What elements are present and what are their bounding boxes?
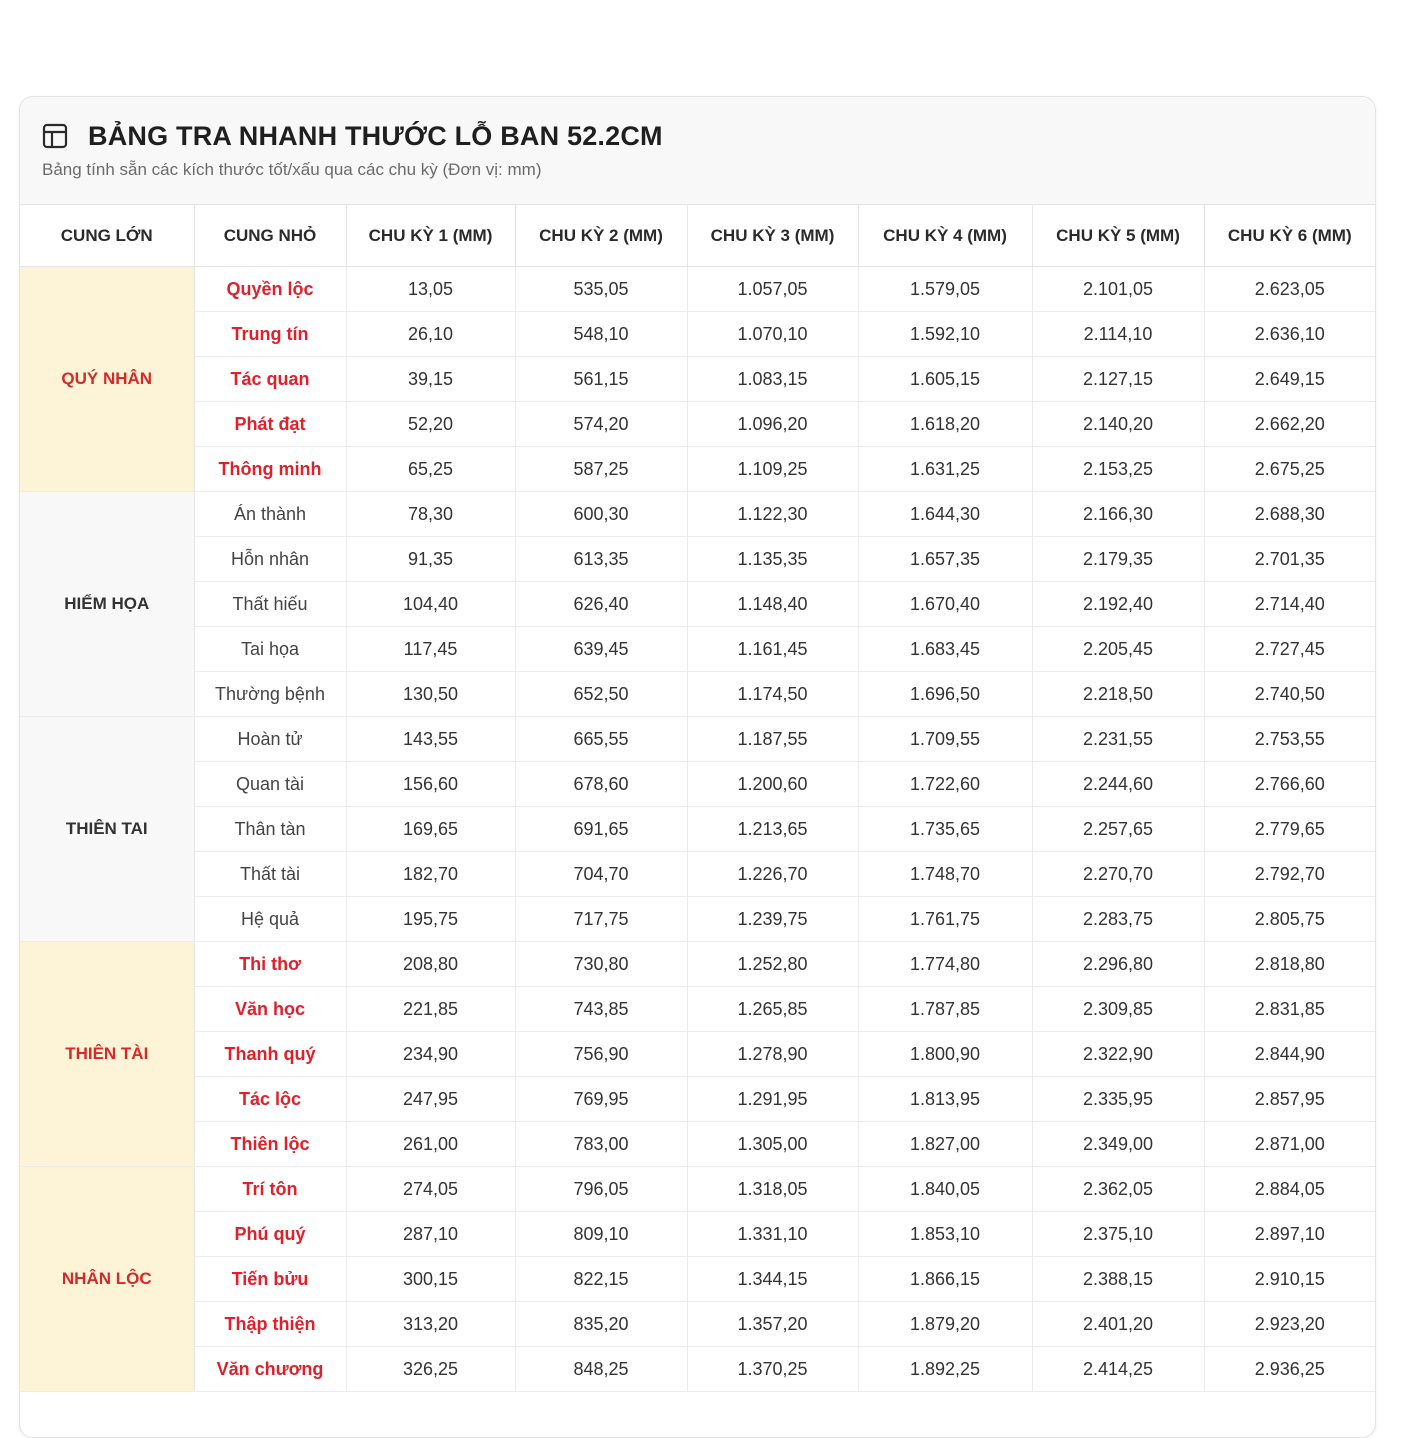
value-cell: 1.735,65 bbox=[858, 807, 1032, 852]
sub-cell: Quyền lộc bbox=[194, 267, 346, 312]
table-row bbox=[20, 537, 1375, 582]
value-cell: 261,00 bbox=[346, 1122, 515, 1167]
value-cell: 104,40 bbox=[346, 582, 515, 627]
value-cell: 665,55 bbox=[515, 717, 687, 762]
value-cell: 2.349,00 bbox=[1032, 1122, 1204, 1167]
sub-cell: Phú quý bbox=[194, 1212, 346, 1257]
table-row bbox=[20, 357, 1375, 402]
value-cell: 1.135,35 bbox=[687, 537, 858, 582]
value-cell: 2.897,10 bbox=[1204, 1212, 1375, 1257]
value-cell: 326,25 bbox=[346, 1347, 515, 1392]
table-row bbox=[20, 942, 1375, 987]
sub-cell: Thân tàn bbox=[194, 807, 346, 852]
sub-cell: Tác quan bbox=[194, 357, 346, 402]
value-cell: 1.579,05 bbox=[858, 267, 1032, 312]
value-cell: 717,75 bbox=[515, 897, 687, 942]
value-cell: 1.305,00 bbox=[687, 1122, 858, 1167]
value-cell: 1.774,80 bbox=[858, 942, 1032, 987]
value-cell: 769,95 bbox=[515, 1077, 687, 1122]
sub-cell: Văn học bbox=[194, 987, 346, 1032]
group-cell: QUÝ NHÂN bbox=[20, 267, 194, 492]
value-cell: 234,90 bbox=[346, 1032, 515, 1077]
value-cell: 2.401,20 bbox=[1032, 1302, 1204, 1347]
value-cell: 1.200,60 bbox=[687, 762, 858, 807]
sub-cell: Tai họa bbox=[194, 627, 346, 672]
sub-cell: Hỗn nhân bbox=[194, 537, 346, 582]
table-row bbox=[20, 492, 1375, 537]
table-row bbox=[20, 1212, 1375, 1257]
value-cell: 2.335,95 bbox=[1032, 1077, 1204, 1122]
sub-cell: Thường bệnh bbox=[194, 672, 346, 717]
value-cell: 1.370,25 bbox=[687, 1347, 858, 1392]
value-cell: 2.740,50 bbox=[1204, 672, 1375, 717]
value-cell: 822,15 bbox=[515, 1257, 687, 1302]
sub-cell: Thanh quý bbox=[194, 1032, 346, 1077]
value-cell: 2.414,25 bbox=[1032, 1347, 1204, 1392]
value-cell: 2.779,65 bbox=[1204, 807, 1375, 852]
value-cell: 2.205,45 bbox=[1032, 627, 1204, 672]
table-row bbox=[20, 582, 1375, 627]
column-header: CHU KỲ 2 (MM) bbox=[515, 205, 687, 267]
sub-cell: Hoàn tử bbox=[194, 717, 346, 762]
value-cell: 2.662,20 bbox=[1204, 402, 1375, 447]
value-cell: 2.388,15 bbox=[1032, 1257, 1204, 1302]
value-cell: 626,40 bbox=[515, 582, 687, 627]
value-cell: 574,20 bbox=[515, 402, 687, 447]
value-cell: 2.675,25 bbox=[1204, 447, 1375, 492]
value-cell: 730,80 bbox=[515, 942, 687, 987]
value-cell: 2.114,10 bbox=[1032, 312, 1204, 357]
sub-cell: Trí tôn bbox=[194, 1167, 346, 1212]
sub-cell: Thất tài bbox=[194, 852, 346, 897]
value-cell: 2.101,05 bbox=[1032, 267, 1204, 312]
value-cell: 1.683,45 bbox=[858, 627, 1032, 672]
value-cell: 1.853,10 bbox=[858, 1212, 1032, 1257]
value-cell: 848,25 bbox=[515, 1347, 687, 1392]
value-cell: 143,55 bbox=[346, 717, 515, 762]
table-row bbox=[20, 1122, 1375, 1167]
value-cell: 117,45 bbox=[346, 627, 515, 672]
table-row bbox=[20, 402, 1375, 447]
column-header: CHU KỲ 1 (MM) bbox=[346, 205, 515, 267]
value-cell: 2.166,30 bbox=[1032, 492, 1204, 537]
table-row bbox=[20, 987, 1375, 1032]
value-cell: 600,30 bbox=[515, 492, 687, 537]
value-cell: 2.296,80 bbox=[1032, 942, 1204, 987]
value-cell: 2.257,65 bbox=[1032, 807, 1204, 852]
value-cell: 2.231,55 bbox=[1032, 717, 1204, 762]
value-cell: 313,20 bbox=[346, 1302, 515, 1347]
sub-cell: Thông minh bbox=[194, 447, 346, 492]
value-cell: 195,75 bbox=[346, 897, 515, 942]
value-cell: 2.283,75 bbox=[1032, 897, 1204, 942]
table-row bbox=[20, 1347, 1375, 1392]
value-cell: 1.840,05 bbox=[858, 1167, 1032, 1212]
value-cell: 1.252,80 bbox=[687, 942, 858, 987]
table-header-row bbox=[20, 205, 1375, 267]
value-cell: 2.218,50 bbox=[1032, 672, 1204, 717]
value-cell: 287,10 bbox=[346, 1212, 515, 1257]
sub-cell: Quan tài bbox=[194, 762, 346, 807]
value-cell: 1.174,50 bbox=[687, 672, 858, 717]
value-cell: 561,15 bbox=[515, 357, 687, 402]
value-cell: 2.270,70 bbox=[1032, 852, 1204, 897]
column-header: CHU KỲ 3 (MM) bbox=[687, 205, 858, 267]
value-cell: 208,80 bbox=[346, 942, 515, 987]
value-cell: 2.753,55 bbox=[1204, 717, 1375, 762]
value-cell: 1.879,20 bbox=[858, 1302, 1032, 1347]
sub-cell: Thập thiện bbox=[194, 1302, 346, 1347]
value-cell: 1.800,90 bbox=[858, 1032, 1032, 1077]
column-header: CHU KỲ 4 (MM) bbox=[858, 205, 1032, 267]
value-cell: 39,15 bbox=[346, 357, 515, 402]
value-cell: 65,25 bbox=[346, 447, 515, 492]
value-cell: 1.318,05 bbox=[687, 1167, 858, 1212]
value-cell: 756,90 bbox=[515, 1032, 687, 1077]
value-cell: 2.714,40 bbox=[1204, 582, 1375, 627]
value-cell: 1.696,50 bbox=[858, 672, 1032, 717]
sub-cell: Văn chương bbox=[194, 1347, 346, 1392]
value-cell: 1.787,85 bbox=[858, 987, 1032, 1032]
value-cell: 221,85 bbox=[346, 987, 515, 1032]
value-cell: 1.070,10 bbox=[687, 312, 858, 357]
value-cell: 2.649,15 bbox=[1204, 357, 1375, 402]
value-cell: 691,65 bbox=[515, 807, 687, 852]
value-cell: 1.709,55 bbox=[858, 717, 1032, 762]
value-cell: 2.179,35 bbox=[1032, 537, 1204, 582]
page-title: BẢNG TRA NHANH THƯỚC LỖ BAN 52.2CM bbox=[88, 120, 663, 151]
sub-cell: Thất hiếu bbox=[194, 582, 346, 627]
value-cell: 587,25 bbox=[515, 447, 687, 492]
value-cell: 1.213,65 bbox=[687, 807, 858, 852]
value-cell: 2.818,80 bbox=[1204, 942, 1375, 987]
value-cell: 1.331,10 bbox=[687, 1212, 858, 1257]
value-cell: 2.362,05 bbox=[1032, 1167, 1204, 1212]
value-cell: 169,65 bbox=[346, 807, 515, 852]
value-cell: 2.192,40 bbox=[1032, 582, 1204, 627]
value-cell: 1.278,90 bbox=[687, 1032, 858, 1077]
page-subtitle: Bảng tính sẵn các kích thước tốt/xấu qua các chu kỳ (Đơn vị: mm) bbox=[42, 160, 542, 179]
value-cell: 2.766,60 bbox=[1204, 762, 1375, 807]
value-cell: 156,60 bbox=[346, 762, 515, 807]
value-cell: 2.322,90 bbox=[1032, 1032, 1204, 1077]
table-row bbox=[20, 1077, 1375, 1122]
group-cell: THIÊN TAI bbox=[20, 717, 194, 942]
value-cell: 1.239,75 bbox=[687, 897, 858, 942]
table-row bbox=[20, 312, 1375, 357]
value-cell: 2.857,95 bbox=[1204, 1077, 1375, 1122]
sub-cell: Án thành bbox=[194, 492, 346, 537]
value-cell: 652,50 bbox=[515, 672, 687, 717]
table-row bbox=[20, 672, 1375, 717]
title-row bbox=[42, 119, 1375, 153]
value-cell: 2.936,25 bbox=[1204, 1347, 1375, 1392]
table-row bbox=[20, 717, 1375, 762]
column-header: CUNG LỚN bbox=[20, 205, 194, 267]
card-header bbox=[20, 97, 1375, 205]
value-cell: 1.605,15 bbox=[858, 357, 1032, 402]
column-header: CHU KỲ 5 (MM) bbox=[1032, 205, 1204, 267]
value-cell: 274,05 bbox=[346, 1167, 515, 1212]
value-cell: 1.226,70 bbox=[687, 852, 858, 897]
group-cell: HIỂM HỌA bbox=[20, 492, 194, 717]
group-cell: NHÂN LỘC bbox=[20, 1167, 194, 1392]
value-cell: 1.618,20 bbox=[858, 402, 1032, 447]
value-cell: 2.244,60 bbox=[1032, 762, 1204, 807]
value-cell: 78,30 bbox=[346, 492, 515, 537]
value-cell: 1.291,95 bbox=[687, 1077, 858, 1122]
value-cell: 2.805,75 bbox=[1204, 897, 1375, 942]
value-cell: 1.161,45 bbox=[687, 627, 858, 672]
value-cell: 1.866,15 bbox=[858, 1257, 1032, 1302]
value-cell: 1.344,15 bbox=[687, 1257, 858, 1302]
value-cell: 130,50 bbox=[346, 672, 515, 717]
value-cell: 613,35 bbox=[515, 537, 687, 582]
value-cell: 2.727,45 bbox=[1204, 627, 1375, 672]
value-cell: 1.357,20 bbox=[687, 1302, 858, 1347]
table-row bbox=[20, 267, 1375, 312]
value-cell: 535,05 bbox=[515, 267, 687, 312]
sub-cell: Thiên lộc bbox=[194, 1122, 346, 1167]
table-row bbox=[20, 897, 1375, 942]
column-header: CHU KỲ 6 (MM) bbox=[1204, 205, 1375, 267]
value-cell: 743,85 bbox=[515, 987, 687, 1032]
value-cell: 1.761,75 bbox=[858, 897, 1032, 942]
value-cell: 52,20 bbox=[346, 402, 515, 447]
sub-cell: Thi thơ bbox=[194, 942, 346, 987]
value-cell: 26,10 bbox=[346, 312, 515, 357]
value-cell: 1.148,40 bbox=[687, 582, 858, 627]
sub-cell: Hệ quả bbox=[194, 897, 346, 942]
table-row bbox=[20, 1257, 1375, 1302]
value-cell: 1.827,00 bbox=[858, 1122, 1032, 1167]
value-cell: 2.688,30 bbox=[1204, 492, 1375, 537]
value-cell: 1.644,30 bbox=[858, 492, 1032, 537]
value-cell: 91,35 bbox=[346, 537, 515, 582]
table-row bbox=[20, 762, 1375, 807]
value-cell: 2.701,35 bbox=[1204, 537, 1375, 582]
value-cell: 639,45 bbox=[515, 627, 687, 672]
value-cell: 783,00 bbox=[515, 1122, 687, 1167]
sub-cell: Trung tín bbox=[194, 312, 346, 357]
table-body bbox=[20, 267, 1375, 1392]
value-cell: 1.265,85 bbox=[687, 987, 858, 1032]
value-cell: 2.127,15 bbox=[1032, 357, 1204, 402]
value-cell: 182,70 bbox=[346, 852, 515, 897]
group-cell: THIÊN TÀI bbox=[20, 942, 194, 1167]
value-cell: 548,10 bbox=[515, 312, 687, 357]
value-cell: 2.375,10 bbox=[1032, 1212, 1204, 1257]
value-cell: 1.748,70 bbox=[858, 852, 1032, 897]
value-cell: 2.636,10 bbox=[1204, 312, 1375, 357]
value-cell: 2.831,85 bbox=[1204, 987, 1375, 1032]
table-row bbox=[20, 1302, 1375, 1347]
table-row bbox=[20, 807, 1375, 852]
table-row bbox=[20, 852, 1375, 897]
sub-cell: Phát đạt bbox=[194, 402, 346, 447]
value-cell: 2.140,20 bbox=[1032, 402, 1204, 447]
value-cell: 1.631,25 bbox=[858, 447, 1032, 492]
value-cell: 2.623,05 bbox=[1204, 267, 1375, 312]
sub-cell: Tác lộc bbox=[194, 1077, 346, 1122]
sub-cell: Tiến bửu bbox=[194, 1257, 346, 1302]
value-cell: 1.057,05 bbox=[687, 267, 858, 312]
value-cell: 2.792,70 bbox=[1204, 852, 1375, 897]
value-cell: 2.910,15 bbox=[1204, 1257, 1375, 1302]
value-cell: 1.187,55 bbox=[687, 717, 858, 762]
table-row bbox=[20, 627, 1375, 672]
value-cell: 2.844,90 bbox=[1204, 1032, 1375, 1077]
value-cell: 247,95 bbox=[346, 1077, 515, 1122]
column-header: CUNG NHỎ bbox=[194, 205, 346, 267]
value-cell: 1.722,60 bbox=[858, 762, 1032, 807]
value-cell: 2.153,25 bbox=[1032, 447, 1204, 492]
value-cell: 796,05 bbox=[515, 1167, 687, 1212]
value-cell: 2.309,85 bbox=[1032, 987, 1204, 1032]
value-cell: 2.884,05 bbox=[1204, 1167, 1375, 1212]
table-icon bbox=[42, 123, 68, 149]
value-cell: 1.083,15 bbox=[687, 357, 858, 402]
value-cell: 1.670,40 bbox=[858, 582, 1032, 627]
value-cell: 704,70 bbox=[515, 852, 687, 897]
lookup-table bbox=[20, 205, 1375, 1392]
table-row bbox=[20, 1167, 1375, 1212]
value-cell: 1.813,95 bbox=[858, 1077, 1032, 1122]
table-row bbox=[20, 447, 1375, 492]
lookup-card bbox=[19, 96, 1376, 1438]
value-cell: 678,60 bbox=[515, 762, 687, 807]
value-cell: 13,05 bbox=[346, 267, 515, 312]
value-cell: 809,10 bbox=[515, 1212, 687, 1257]
table-row bbox=[20, 1032, 1375, 1077]
value-cell: 2.871,00 bbox=[1204, 1122, 1375, 1167]
value-cell: 1.122,30 bbox=[687, 492, 858, 537]
value-cell: 1.657,35 bbox=[858, 537, 1032, 582]
value-cell: 300,15 bbox=[346, 1257, 515, 1302]
value-cell: 1.892,25 bbox=[858, 1347, 1032, 1392]
value-cell: 835,20 bbox=[515, 1302, 687, 1347]
value-cell: 1.109,25 bbox=[687, 447, 858, 492]
value-cell: 2.923,20 bbox=[1204, 1302, 1375, 1347]
value-cell: 1.096,20 bbox=[687, 402, 858, 447]
value-cell: 1.592,10 bbox=[858, 312, 1032, 357]
